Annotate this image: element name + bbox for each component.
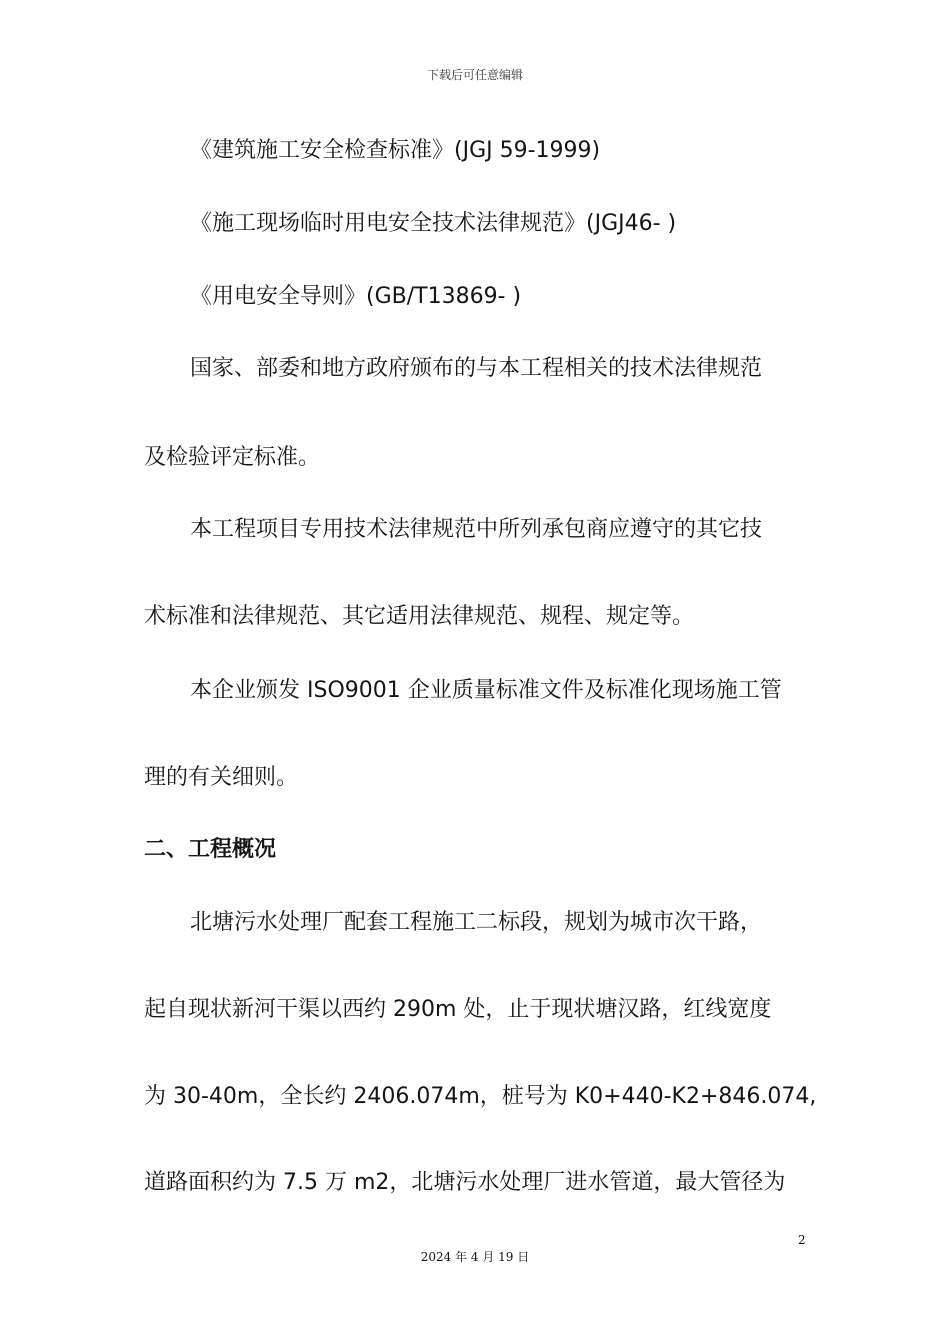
- paragraph-line: 术标准和法律规范、其它适用法律规范、规程、规定等。: [144, 604, 695, 629]
- paragraph-line: 国家、部委和地方政府颁布的与本工程相关的技术法律规范: [190, 356, 763, 381]
- paragraph-line: 为 30-40m，全长约 2406.074m，桩号为 K0+440-K2+846.074,: [144, 1084, 817, 1109]
- page-number: 2: [798, 1233, 806, 1247]
- paragraph-line: 道路面积约为 7.5 万 m2，北塘污水处理厂进水管道，最大管径为: [144, 1170, 786, 1195]
- section-heading: 二、工程概况: [144, 837, 277, 862]
- standard-reference-3: 《用电安全导则》(GB/T13869- ): [190, 284, 522, 309]
- paragraph-line: 本企业颁发 ISO9001 企业质量标准文件及标准化现场施工管: [190, 678, 782, 703]
- paragraph-line: 本工程项目专用技术法律规范中所列承包商应遵守的其它技: [190, 517, 763, 542]
- paragraph-line: 北塘污水处理厂配套工程施工二标段，规划为城市次干路，: [190, 910, 763, 935]
- paragraph-line: 及检验评定标准。: [144, 445, 321, 470]
- standard-reference-2: 《施工现场临时用电安全技术法律规范》(JGJ46- ): [190, 211, 677, 236]
- standard-reference-1: 《建筑施工安全检查标准》(JGJ 59-1999): [190, 138, 601, 163]
- page-header: 下载后可任意编辑: [426, 68, 523, 82]
- footer-date: 2024 年 4 月 19 日: [420, 1250, 530, 1264]
- paragraph-line: 理的有关细则。: [144, 765, 299, 790]
- paragraph-line: 起自现状新河干渠以西约 290m 处，止于现状塘汉路，红线宽度: [144, 997, 772, 1022]
